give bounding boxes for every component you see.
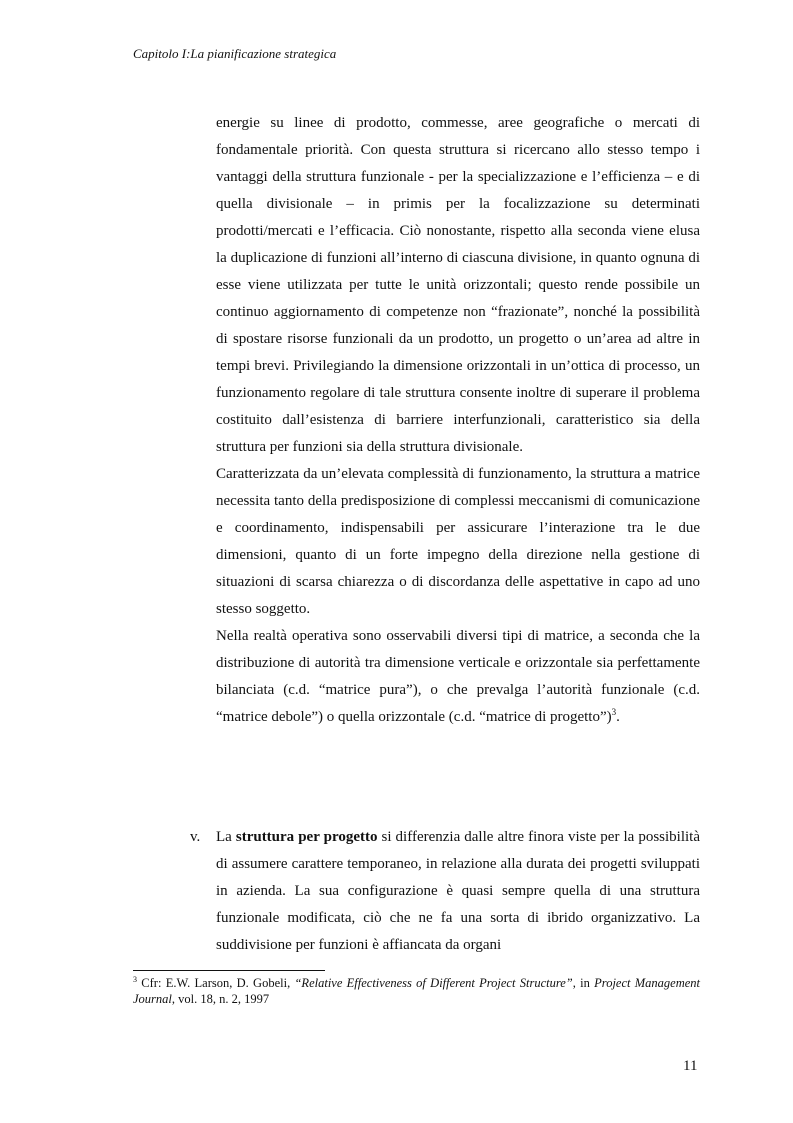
paragraph-matrix-complexity: Caratterizzata da un’elevata complessità di funzionamento, la struttura a matrice necessita tanto della predisposizione di complessi meccanismi di comunicazione e coordinamento, indispensabili per assicurare l’interazione tra le due dimensioni, quanto di un forte impegno della direzione nella gestione di situazioni di scarsa chiarezza o di discordanza delle aspettative in capo ad uno stesso soggetto. — [216, 466, 700, 617]
footnote-journal: Project Management Journal — [133, 976, 701, 1006]
footnote-article-title: “Relative Effectiveness of Different Project Structure” — [294, 976, 573, 990]
footnote-prefix: Cfr: E.W. Larson, D. Gobeli, — [141, 976, 291, 990]
list-item-text: si differenzia dalle altre finora viste per la possibilità di assumere carattere temporaneo, in relazione alla durata dei progetti sviluppati in azienda. La sua configurazione è quasi sempre quella di una struttura funzionale modificata, ciò che ne fa una sorta di ibrido organizzativo. La suddivisione per funzioni è affiancata da organi — [216, 829, 701, 953]
bold-term: struttura per progetto — [235, 829, 378, 845]
list-marker-v: v. — [190, 829, 201, 845]
list-item-lead: La — [216, 829, 232, 845]
footnote-suffix: , vol. 18, n. 2, 1997 — [171, 992, 270, 1006]
paragraph-project-structure — [216, 824, 700, 959]
paragraph-matrix-types-text: Nella realtà operativa sono osservabili diversi tipi di matrice, a seconda che la distribuzione di autorità tra dimensione verticale e orizzontale sia perfettamente bilanciata (c.d. “matrice pura”), o che prevalga l’autorità funzionale (c.d. “matrice debole”) o quella orizzontale (c.d. “matrice di progetto”) — [216, 628, 700, 725]
paragraph-matrix-types — [216, 623, 700, 731]
footnote — [133, 975, 700, 1007]
paragraph-matrix-continued: energie su linee di prodotto, commesse, aree geografiche o mercati di fondamentale priorità. Con questa struttura si ricercano allo stesso tempo i vantaggi della struttura funzionale - per la specializzazione e l’efficienza – e di quella divisionale – in primis per la focalizzazione su determinati prodotti/mercati e l’efficacia. Ciò nonostante, rispetto alla seconda viene elusa la duplicazione di funzioni all’interno di ciascuna divisione, in quanto ognuna di esse viene utilizzata per tutte le unità orizzontali; questo rende possibile un continuo aggiornamento di competenze non “frazionate”, nonché la possibilità di spostare risorse funzionali da un prodotto, un progetto o un’area ad altre in tempi brevi. Privilegiando la dimensione orizzontali in un’ottica di processo, un funzionamento regolare di tale struttura consente inoltre di superare il problema costituito dall’esistenza di barriere interfunzionali, caratteristico sia della struttura per funzioni sia della struttura divisionale. — [216, 115, 700, 455]
list-item-project-structure — [216, 824, 700, 959]
body-text-block — [216, 110, 700, 731]
footnote-mid: , in — [572, 976, 590, 990]
running-header: Capitolo I:La pianificazione strategica — [133, 46, 337, 61]
footnote-number: 3 — [133, 975, 137, 984]
footnote-reference[interactable]: 3 — [611, 707, 617, 717]
footnote-separator — [133, 970, 325, 971]
paragraph-end-punctuation: . — [616, 709, 620, 725]
page-number: 11 — [683, 1058, 698, 1074]
